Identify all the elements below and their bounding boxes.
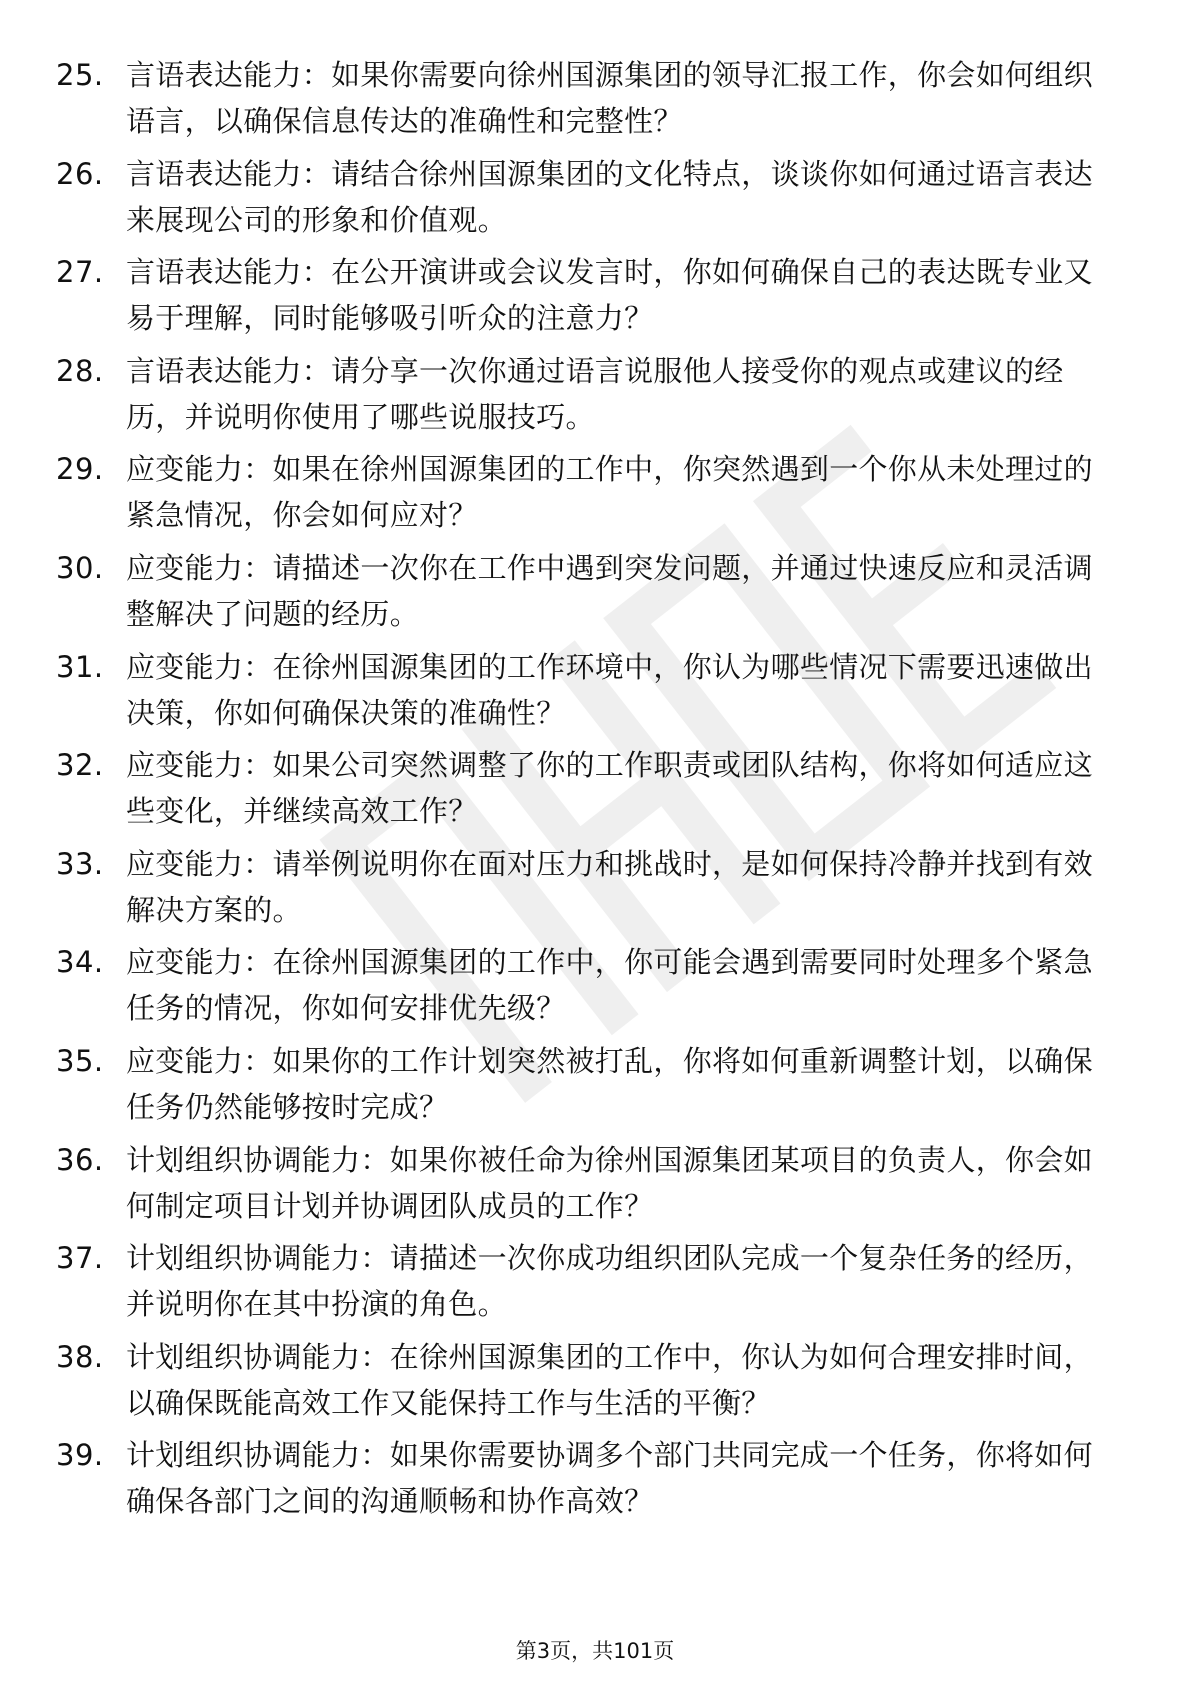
question-number: 30. bbox=[56, 550, 104, 585]
question-text: 言语表达能力：如果你需要向徐州国源集团的领导汇报工作，你会如何组织语言，以确保信息传达的准确性和完整性？ bbox=[126, 58, 1093, 138]
question-item bbox=[56, 249, 1116, 348]
question-text: 计划组织协调能力：如果你需要协调多个部门共同完成一个任务，你将如何确保各部门之间的沟通顺畅和协作高效？ bbox=[126, 1438, 1093, 1519]
question-text: 应变能力：如果你的工作计划突然被打乱，你将如何重新调整计划，以确保任务仍然能够按时完成？ bbox=[126, 1043, 1093, 1124]
question-number: 26. bbox=[56, 156, 104, 191]
question-item bbox=[56, 348, 1116, 447]
question-item bbox=[56, 1432, 1116, 1531]
question-list bbox=[56, 52, 1116, 1531]
question-text: 计划组织协调能力：如果你被任命为徐州国源集团某项目的负责人，你会如何制定项目计划并协调团队成员的工作？ bbox=[126, 1142, 1093, 1223]
question-item bbox=[56, 446, 1116, 545]
question-number: 31. bbox=[56, 649, 104, 684]
question-item bbox=[56, 52, 1116, 151]
question-text: 应变能力：如果在徐州国源集团的工作中，你突然遇到一个你从未处理过的紧急情况，你会如何应对？ bbox=[126, 452, 1093, 533]
question-text: 应变能力：请举例说明你在面对压力和挑战时，是如何保持冷静并找到有效解决方案的。 bbox=[126, 846, 1093, 927]
question-text: 言语表达能力：请结合徐州国源集团的文化特点，谈谈你如何通过语言表达来展现公司的形象和价值观。 bbox=[126, 156, 1093, 237]
question-text: 应变能力：在徐州国源集团的工作中，你可能会遇到需要同时处理多个紧急任务的情况，你如何安排优先级？ bbox=[126, 945, 1093, 1026]
question-number: 34. bbox=[56, 945, 104, 980]
question-item bbox=[56, 742, 1116, 841]
question-item bbox=[56, 1334, 1116, 1433]
question-item bbox=[56, 841, 1116, 940]
question-text: 计划组织协调能力：请描述一次你成功组织团队完成一个复杂任务的经历，并说明你在其中扮演的角色。 bbox=[126, 1241, 1093, 1322]
question-number: 33. bbox=[56, 846, 104, 881]
question-item bbox=[56, 151, 1116, 250]
question-item bbox=[56, 545, 1116, 644]
question-number: 32. bbox=[56, 748, 104, 783]
question-item bbox=[56, 939, 1116, 1038]
question-number: 27. bbox=[56, 255, 104, 290]
question-number: 38. bbox=[56, 1339, 104, 1374]
question-number: 28. bbox=[56, 353, 104, 388]
question-item bbox=[56, 1038, 1116, 1137]
question-text: 应变能力：在徐州国源集团的工作环境中，你认为哪些情况下需要迅速做出决策，你如何确保决策的准确性？ bbox=[126, 649, 1093, 730]
question-text: 应变能力：请描述一次你在工作中遇到突发问题，并通过快速反应和灵活调整解决了问题的经历。 bbox=[126, 550, 1093, 631]
question-number: 37. bbox=[56, 1241, 104, 1276]
question-item bbox=[56, 1137, 1116, 1236]
question-item bbox=[56, 644, 1116, 743]
question-text: 计划组织协调能力：在徐州国源集团的工作中，你认为如何合理安排时间，以确保既能高效工作又能保持工作与生活的平衡？ bbox=[126, 1339, 1093, 1420]
question-text: 应变能力：如果公司突然调整了你的工作职责或团队结构，你将如何适应这些变化，并继续高效工作？ bbox=[126, 748, 1093, 829]
question-number: 29. bbox=[56, 452, 104, 487]
question-number: 25. bbox=[56, 58, 104, 92]
question-item bbox=[56, 1235, 1116, 1334]
question-text: 言语表达能力：在公开演讲或会议发言时，你如何确保自己的表达既专业又易于理解，同时能够吸引听众的注意力？ bbox=[126, 255, 1093, 336]
question-number: 36. bbox=[56, 1142, 104, 1177]
page-footer: 第3页，共101页 bbox=[515, 1639, 675, 1663]
question-text: 言语表达能力：请分享一次你通过语言说服他人接受你的观点或建议的经历，并说明你使用了哪些说服技巧。 bbox=[126, 353, 1064, 434]
question-number: 39. bbox=[56, 1438, 104, 1473]
question-number: 35. bbox=[56, 1043, 104, 1078]
